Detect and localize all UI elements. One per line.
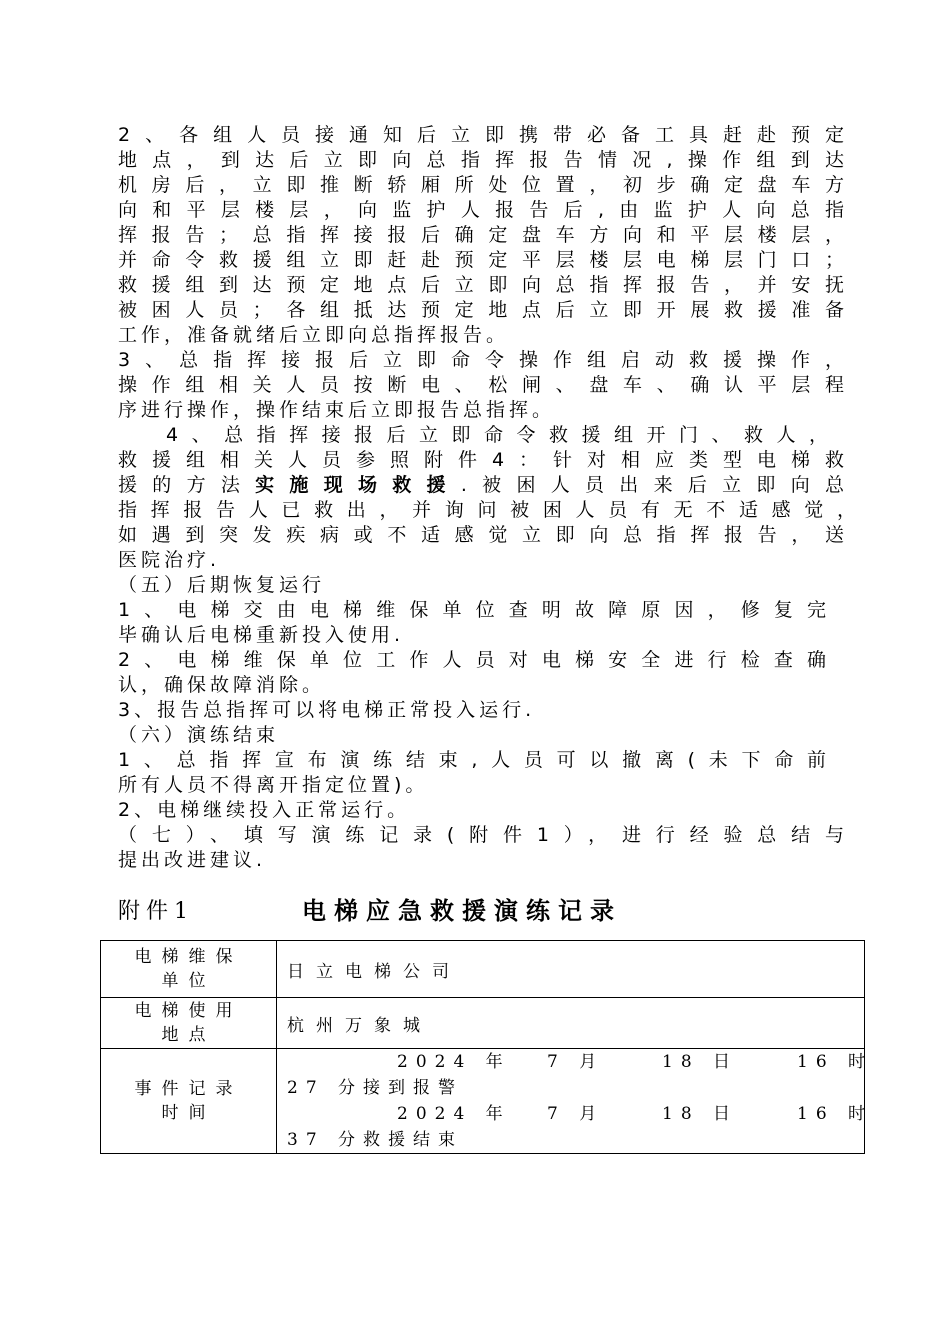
body-line: 4、总指挥接报后立即命令救援组开门、救人， — [166, 424, 832, 446]
body-line: （七）、填写演练记录(附件1），进行经验总结与 — [118, 824, 848, 846]
time-line — [287, 1075, 864, 1101]
time-rest: 27 分接到报警 — [287, 1078, 464, 1098]
time-line — [287, 1127, 864, 1153]
body-line: 医院治疗. — [118, 549, 221, 571]
time-year: 2024 年 — [397, 1052, 511, 1072]
body-line: 被困人员；各组抵达预定地点后立即开展救援准备 — [118, 299, 848, 321]
attachment-title: 电梯应急救援演练记录 — [302, 897, 622, 925]
attachment-label: 附件1 — [118, 899, 194, 924]
body-line: 所有人员不得离开指定位置)。 — [118, 774, 429, 796]
body-line: 提出改进建议. — [118, 849, 267, 871]
body-line: 挥报告；总指挥接报后确定盘车方向和平层楼层， — [118, 224, 848, 246]
body-line: 操作组相关人员按断电、松闸、盘车、确认平层程 — [118, 374, 848, 396]
emphasis-text: 实施现场救援 — [255, 474, 461, 496]
table-label-cell — [101, 1049, 277, 1154]
table-label-cell — [101, 941, 277, 998]
line-text-before: 援的方法 — [118, 474, 256, 496]
time-month: 7 月 — [547, 1052, 605, 1072]
time-day: 18 日 — [662, 1104, 739, 1124]
label-line: 时间 — [161, 1103, 216, 1123]
body-line-with-emphasis — [118, 473, 848, 497]
body-line: 救援组到达预定地点后立即向总指挥报告，并安抚 — [118, 274, 848, 296]
time-line — [287, 1049, 874, 1075]
time-year: 2024 年 — [397, 1104, 511, 1124]
table-row — [101, 1049, 865, 1154]
body-line: 工作，准备就绪后立即向总指挥报告。 — [118, 324, 510, 346]
section-heading: （六）演练结束 — [118, 724, 280, 746]
body-line: 救援组相关人员参照附件4：针对相应类型电梯救 — [118, 449, 848, 471]
body-line: 2、电梯维保单位工作人员对电梯安全进行检查确 — [118, 649, 830, 671]
line-text-after: .被困人员出来后立即向总 — [460, 474, 848, 496]
time-hour: 16 时 — [797, 1052, 874, 1072]
body-line: 1、总指挥宣布演练结束,人员可以撤离(未下命前 — [118, 749, 830, 771]
time-hour: 16 时 — [797, 1104, 874, 1124]
label-line: 单位 — [161, 971, 216, 991]
label-line: 事件记录 — [134, 1079, 243, 1099]
label-line: 地点 — [161, 1025, 216, 1045]
body-line: 1、电梯交由电梯维保单位查明故障原因，修复完 — [118, 599, 830, 621]
label-line: 电梯维保 — [134, 947, 243, 967]
body-line: 3、总指挥接报后立即命令操作组启动救援操作， — [118, 349, 848, 371]
body-line: 如遇到突发疾病或不适感觉立即向总指挥报告，送 — [118, 524, 848, 546]
section-heading: （五）后期恢复运行 — [118, 574, 326, 596]
body-line: 认，确保故障消除。 — [118, 674, 326, 696]
body-line: 机房后，立即推断轿厢所处位置，初步确定盘车方 — [118, 174, 848, 196]
body-line: 3、报告总指挥可以将电梯正常投入运行. — [118, 699, 536, 721]
body-line: 2、各组人员接通知后立即携带必备工具赶赴预定 — [118, 124, 848, 146]
body-line: 毕确认后电梯重新投入使用. — [118, 624, 405, 646]
time-record-cell — [277, 1049, 874, 1154]
time-line — [287, 1101, 874, 1127]
body-line: 并命令救援组立即赶赴预定平层楼层电梯层门口； — [118, 249, 848, 271]
label-line: 电梯使用 — [134, 1001, 243, 1021]
body-line: 指挥报告人已救出，并询问被困人员有无不适感觉， — [118, 499, 860, 521]
body-line: 向和平层楼层，向监护人报告后,由监护人向总指 — [118, 199, 848, 221]
table-label-cell — [101, 998, 277, 1049]
table-row — [101, 941, 865, 998]
body-line: 2、电梯继续投入正常运行。 — [118, 799, 411, 821]
body-line: 序进行操作，操作结束后立即报告总指挥。 — [118, 399, 556, 421]
record-table — [100, 940, 874, 1154]
time-day: 18 日 — [662, 1052, 739, 1072]
body-line: 地点，到达后立即向总指挥报告情况,操作组到达 — [118, 149, 848, 171]
table-value-cell: 杭州万象城 — [277, 998, 865, 1049]
time-rest: 37 分救援结束 — [287, 1130, 464, 1150]
table-row — [101, 998, 865, 1049]
table-value-cell: 日立电梯公司 — [277, 941, 865, 998]
time-month: 7 月 — [547, 1104, 605, 1124]
